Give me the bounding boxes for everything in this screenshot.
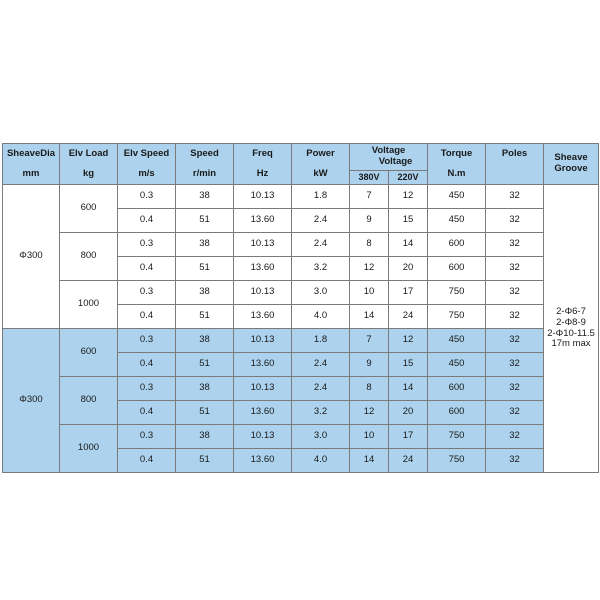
cell-power: 2.4 [292,209,350,233]
cell-voltage-220: 24 [389,449,428,473]
table-row [3,329,599,353]
cell-speed: 38 [176,425,234,449]
header-unit: kg [82,167,95,179]
cell-power: 1.8 [292,185,350,209]
cell-voltage-380: 9 [350,353,389,377]
header-label: Elv Speed [123,147,170,159]
header-power [292,144,350,185]
cell-power: 4.0 [292,449,350,473]
cell-elv-speed: 0.3 [118,377,176,401]
table-row [3,281,599,305]
cell-torque: 600 [428,377,486,401]
cell-voltage-380: 14 [350,305,389,329]
cell-speed: 51 [176,401,234,425]
cell-elv-speed: 0.4 [118,401,176,425]
cell-freq: 13.60 [234,257,292,281]
spec-table [2,143,599,473]
header-label: Power [306,147,335,159]
groove-line: 2-Φ10-11.5 [547,327,595,339]
cell-elv-speed: 0.4 [118,209,176,233]
cell-elv-load: 1000 [60,281,118,329]
cell-poles: 32 [486,425,544,449]
cell-poles: 32 [486,377,544,401]
header-label: Freq [252,147,273,159]
cell-voltage-220: 20 [389,401,428,425]
cell-power: 3.0 [292,281,350,305]
cell-elv-speed: 0.3 [118,425,176,449]
cell-freq: 10.13 [234,425,292,449]
cell-speed: 51 [176,209,234,233]
cell-elv-speed: 0.4 [118,257,176,281]
cell-speed: 38 [176,185,234,209]
cell-torque: 450 [428,353,486,377]
header-freq [234,144,292,185]
header-label: SheaveDia [6,147,56,159]
cell-power: 1.8 [292,329,350,353]
cell-elv-speed: 0.3 [118,185,176,209]
cell-torque: 450 [428,185,486,209]
cell-speed: 38 [176,377,234,401]
cell-speed: 38 [176,329,234,353]
cell-elv-load: 1000 [60,425,118,473]
cell-voltage-220: 12 [389,185,428,209]
cell-poles: 32 [486,401,544,425]
cell-freq: 10.13 [234,377,292,401]
header-voltage-380: 380V [350,171,389,185]
cell-elv-load: 800 [60,377,118,425]
cell-poles: 32 [486,281,544,305]
cell-voltage-380: 8 [350,377,389,401]
cell-elv-speed: 0.4 [118,449,176,473]
cell-elv-speed: 0.3 [118,233,176,257]
cell-poles: 32 [486,257,544,281]
cell-poles: 32 [486,449,544,473]
cell-voltage-220: 17 [389,281,428,305]
cell-torque: 750 [428,281,486,305]
cell-power: 2.4 [292,233,350,257]
header-unit: r/min [192,167,217,179]
cell-elv-speed: 0.3 [118,281,176,305]
header-label: Groove [554,163,588,174]
cell-power: 2.4 [292,353,350,377]
cell-freq: 13.60 [234,305,292,329]
cell-voltage-380: 12 [350,257,389,281]
header-unit: Hz [256,167,269,179]
cell-voltage-380: 7 [350,329,389,353]
cell-freq: 10.13 [234,329,292,353]
cell-poles: 32 [486,209,544,233]
cell-speed: 51 [176,305,234,329]
cell-speed: 38 [176,233,234,257]
cell-torque: 450 [428,329,486,353]
cell-speed: 51 [176,257,234,281]
cell-power: 3.2 [292,257,350,281]
table-row [3,377,599,401]
header-torque [428,144,486,185]
cell-voltage-220: 14 [389,377,428,401]
header-label: Poles [501,147,528,159]
cell-poles: 32 [486,185,544,209]
header-label: Elv Load [68,147,109,159]
cell-power: 3.2 [292,401,350,425]
cell-voltage-380: 8 [350,233,389,257]
cell-poles: 32 [486,329,544,353]
header-poles [486,144,544,185]
cell-power: 3.0 [292,425,350,449]
cell-freq: 10.13 [234,185,292,209]
cell-voltage-220: 17 [389,425,428,449]
cell-torque: 450 [428,209,486,233]
cell-voltage-220: 20 [389,257,428,281]
groove-line: 2-Φ6-7 [556,305,586,317]
cell-poles: 32 [486,353,544,377]
cell-torque: 750 [428,449,486,473]
header-unit: mm [22,167,40,179]
cell-poles: 32 [486,233,544,257]
table-row [3,185,599,209]
cell-voltage-380: 14 [350,449,389,473]
cell-torque: 750 [428,425,486,449]
cell-voltage-220: 12 [389,329,428,353]
header-unit [486,169,543,180]
cell-voltage-380: 10 [350,281,389,305]
cell-voltage-380: 12 [350,401,389,425]
cell-freq: 13.60 [234,209,292,233]
cell-freq: 10.13 [234,233,292,257]
header-elv-speed [118,144,176,185]
header-label: Torque [440,147,473,159]
cell-voltage-380: 10 [350,425,389,449]
header-unit: N.m [447,167,466,179]
cell-sheave-dia: Φ300 [3,329,60,473]
cell-elv-load: 800 [60,233,118,281]
cell-elv-speed: 0.3 [118,329,176,353]
cell-freq: 13.60 [234,401,292,425]
cell-sheave-dia: Φ300 [3,185,60,329]
groove-line: 2-Φ8-9 [556,316,586,328]
cell-voltage-220: 15 [389,353,428,377]
header-unit: kW [313,167,328,179]
table-row [3,233,599,257]
header-label: Speed [190,147,219,159]
table-row [3,425,599,449]
cell-elv-speed: 0.4 [118,353,176,377]
header-label: Voltage [378,156,413,168]
cell-voltage-220: 24 [389,305,428,329]
cell-voltage-220: 15 [389,209,428,233]
groove-line: 17m max [551,338,591,350]
cell-torque: 750 [428,305,486,329]
header-label: Sheave [554,152,588,164]
cell-torque: 600 [428,233,486,257]
cell-voltage-380: 7 [350,185,389,209]
table-body [3,185,599,473]
cell-freq: 13.60 [234,449,292,473]
cell-freq: 13.60 [234,353,292,377]
cell-sheave-groove [544,185,599,473]
cell-speed: 38 [176,281,234,305]
header-speed [176,144,234,185]
cell-elv-load: 600 [60,329,118,377]
cell-poles: 32 [486,305,544,329]
cell-elv-speed: 0.4 [118,305,176,329]
header-voltage-220: 220V [389,171,428,185]
header-sheave-groove [544,144,599,185]
header-elv-load [60,144,118,185]
cell-power: 4.0 [292,305,350,329]
cell-freq: 10.13 [234,281,292,305]
header-voltage [350,144,428,171]
cell-speed: 51 [176,449,234,473]
cell-torque: 600 [428,401,486,425]
header-unit: m/s [138,167,155,179]
header-sheave-dia [3,144,60,185]
cell-voltage-380: 9 [350,209,389,233]
cell-voltage-220: 14 [389,233,428,257]
cell-speed: 51 [176,353,234,377]
header-label: Voltage [371,145,406,157]
cell-torque: 600 [428,257,486,281]
cell-power: 2.4 [292,377,350,401]
cell-elv-load: 600 [60,185,118,233]
